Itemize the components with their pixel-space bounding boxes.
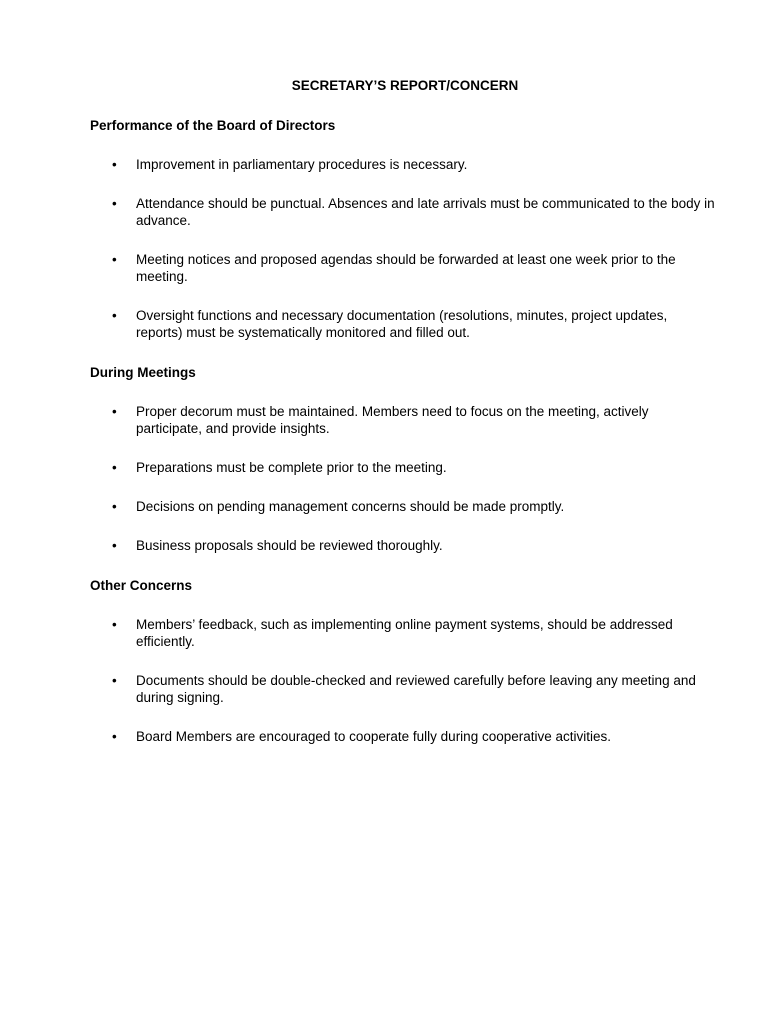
list-item-text: Decisions on pending management concerns should be made promptly. — [136, 499, 565, 514]
list-item-text: Preparations must be complete prior to the meeting. — [136, 460, 447, 475]
bullet-list — [90, 403, 720, 554]
list-item — [90, 459, 716, 476]
list-item-text: Proper decorum must be maintained. Members need to focus on the meeting, actively participate, and provide insights. — [136, 404, 649, 436]
bullet-icon: • — [112, 308, 117, 323]
page-title: SECRETARY’S REPORT/CONCERN — [291, 78, 519, 93]
bullet-icon: • — [112, 729, 117, 744]
bullet-list — [90, 616, 720, 745]
section-other-concerns — [90, 577, 720, 745]
section-heading: During Meetings — [90, 365, 196, 380]
bullet-icon: • — [112, 499, 117, 514]
list-item — [90, 251, 716, 285]
list-item — [90, 156, 716, 173]
list-item-text: Meeting notices and proposed agendas should be forwarded at least one week prior to the meeting. — [136, 252, 676, 284]
bullet-list — [90, 156, 720, 341]
section-during-meetings — [90, 364, 720, 554]
section-board-performance — [90, 117, 720, 341]
list-item — [90, 403, 716, 437]
list-item-text: Improvement in parliamentary procedures is necessary. — [136, 157, 468, 172]
list-item-text: Attendance should be punctual. Absences and late arrivals must be communicated to the body in advance. — [136, 196, 715, 228]
bullet-icon: • — [112, 460, 117, 475]
list-item-text: Business proposals should be reviewed thoroughly. — [136, 538, 443, 553]
list-item — [90, 195, 716, 229]
bullet-icon: • — [112, 404, 117, 419]
list-item — [90, 307, 716, 341]
section-heading: Performance of the Board of Directors — [90, 118, 336, 133]
section-heading: Other Concerns — [90, 578, 193, 593]
bullet-icon: • — [112, 617, 117, 632]
list-item — [90, 537, 716, 554]
bullet-icon: • — [112, 157, 117, 172]
bullet-icon: • — [112, 196, 117, 211]
list-item — [90, 616, 716, 650]
list-item-text: Members’ feedback, such as implementing online payment systems, should be addressed efficiently. — [136, 617, 673, 649]
list-item — [90, 672, 716, 706]
bullet-icon: • — [112, 252, 117, 267]
list-item — [90, 728, 716, 745]
bullet-icon: • — [112, 538, 117, 553]
list-item-text: Board Members are encouraged to cooperate fully during cooperative activities. — [136, 729, 612, 744]
list-item-text: Oversight functions and necessary documentation (resolutions, minutes, project updates, reports) must be systematically monitored and filled out. — [136, 308, 668, 340]
bullet-icon: • — [112, 673, 117, 688]
list-item — [90, 498, 716, 515]
list-item-text: Documents should be double-checked and reviewed carefully before leaving any meeting and during signing. — [136, 673, 696, 705]
